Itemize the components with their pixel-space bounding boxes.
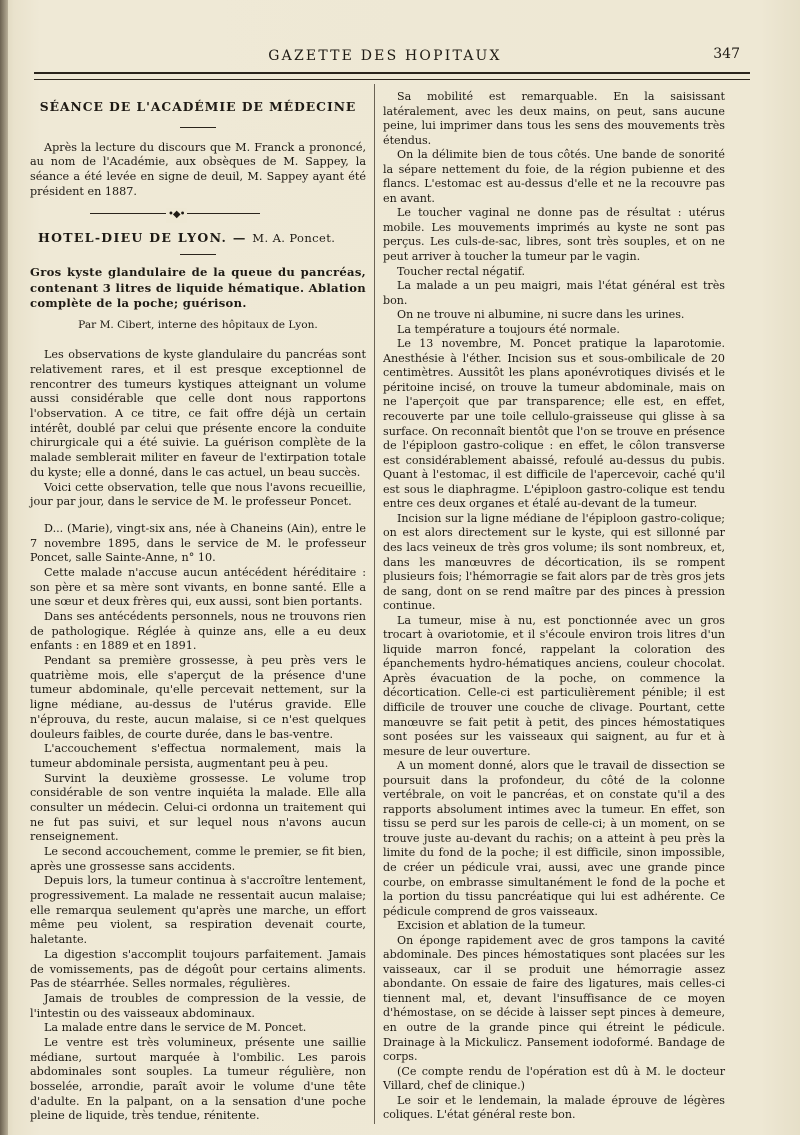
header-rule-thick (34, 72, 750, 74)
paragraph: Depuis lors, la tumeur continua à s'accroître lentement, progressivement. La malade ne ressentait aucun malaise; elle remarqua seulement qu'après une marche, un effort même peu violent, sa respiration devenait courte, haletante. (30, 874, 366, 947)
paragraph: La tumeur, mise à nu, est ponctionnée avec un gros trocart à ovariotomie, et il s'écoule environ trois litres d'un liquide marron foncé, rappelant la coloration des épanchements hydro-hématiques anciens, couleur chocolat. Après évacuation de la poche, on commence la décortication. Celle-ci est particulièrement pénible; il est difficile de trouver une couche de clivage. Pourtant, cette manœuvre se fait petit à petit, des pinces hémostatiques sont posées sur les vaisseaux qui saignent, au fur et à mesure de leur ouverture. (383, 613, 725, 758)
left-column (30, 92, 366, 1124)
paragraph: Le ventre est très volumineux, présente une saillie médiane, surtout marquée à l'ombilic. Les parois abdominales sont souples. La tumeur régulière, non bosselée, arrondie, paraît avoir le volume d'une tête d'adulte. En la palpant, on a la sensation d'une poche pleine de liquide, très tendue, rénitente. (30, 1035, 366, 1123)
paragraph: Le second accouchement, comme le premier, se fit bien, après une grossesse sans accidents. (30, 845, 366, 873)
paragraph: L'accouchement s'effectua normalement, mais la tumeur abdominale persista, augmentant peu à peu. (30, 742, 366, 770)
short-rule (180, 127, 216, 128)
paragraph: A un moment donné, alors que le travail de dissection se poursuit dans la profondeur, du côté de la colonne vertébrale, on voit le pancréas, et on constate qu'il a des rapports absolument intimes avec la tumeur. En effet, son tissu se perd sur les parois de celle-ci; à un moment, on se trouve juste au-devant du rachis; on a atteint à peu près la limite du fond de la poche; il est difficile, sinon impossible, de créer un pédicule vrai, aussi, avec une grande pince courbe, on embrasse simultanément le fond de la poche et la portion du tissu pancréatique qui lui est adhérente. Ce pédicule comprend de gros vaisseaux. (383, 759, 725, 918)
paragraph: La température a toujours été normale. (397, 322, 620, 336)
paragraph: (Ce compte rendu de l'opération est dû à M. le docteur Villard, chef de clinique.) (383, 1064, 725, 1093)
paragraph: On éponge rapidement avec de gros tampons la cavité abdominale. Des pinces hémostatiques sont placées sur les vaisseaux, car il se produit une hémorragie assez abondante. On essaie de faire des ligatures, mais celles-ci tiennent mal, et, devant l'insuffisance de ce moyen d'hémostase, on se décide à laisser sept pinces à demeure, en outre de la grande pince qui étreint le pédicule. Drainage à la Mickulicz. Pansement iodoformé. Bandage de corps. (383, 933, 725, 1064)
paragraph: On ne trouve ni albumine, ni sucre dans les urines. (397, 308, 685, 322)
page-binding-edge (0, 0, 8, 1135)
article-byline: Par M. Cibert, interne des hôpitaux de Lyon. (78, 318, 318, 331)
paragraph: Incision sur la ligne médiane de l'épiploon gastro-colique; on est alors directement sur le kyste, qui est sillonné par des lacs veineux de très gros volume; ils sont nombreux, et, dans les manœuvres de décortication, ils se rompent plusieurs fois; l'hémorragie se fait alors par de très gros jets de sang, dont on se rend maître par des pinces à pression continue. (383, 511, 725, 613)
paragraph: Survint la deuxième grossesse. Le volume trop considérable de son ventre inquiéta la malade. Elle alla consulter un médecin. Celui-ci ordonna un traitement qui ne fut pas suivi, et sur lequel nous n'avons aucun renseignement. (30, 771, 366, 844)
paragraph: Sa mobilité est remarquable. En la saisissant latéralement, avec les deux mains, on peut, sans aucune peine, lui imprimer dans tous les sens des mouvements très étendus. (383, 90, 725, 147)
paragraph: On la délimite bien de tous côtés. Une bande de sonorité la sépare nettement du foie, de la région pubienne et des flancs. L'estomac est au-dessus d'elle et ne la recouvre pas en avant. (383, 148, 725, 205)
paragraph: La malade entre dans le service de M. Poncet. (44, 1021, 307, 1035)
paragraph: Les observations de kyste glandulaire du pancréas sont relativement rares, et il est presque exceptionnel de rencontrer des tumeurs kystiques atteignant un volume aussi considérable que celle dont nous rapportons l'observation. A ce titre, ce fait offre déjà un certain intérêt, doublé par celui que présente encore la conduite chirurgicale qui a été suivie. La guérison complète de la malade semblerait militer en faveur de l'extirpation totale du kyste; elle a donné, dans le cas actuel, un beau succès. (30, 348, 366, 479)
header-rule-thin (34, 79, 750, 80)
paragraph: Le soir et le lendemain, la malade éprouve de légères coliques. L'état général reste bon. (383, 1093, 725, 1122)
column-separator (374, 84, 375, 1124)
running-header (40, 46, 740, 66)
right-column (383, 90, 725, 1123)
paragraph: La digestion s'accomplit toujours parfaitement. Jamais de vomissements, pas de dégoût pour certains aliments. Pas de stéarrhée. Selles normales, régulières. (30, 947, 366, 991)
paragraph: Jamais de troubles de compression de la vessie, de l'intestin ou des vaisseaux abdominaux. (30, 991, 366, 1020)
paragraph: Cette malade n'accuse aucun antécédent héréditaire : son père et sa mère sont vivants, en bonne santé. Elle a une sœur et deux frères qui, eux aussi, sont bien portants. (30, 565, 366, 609)
short-rule (180, 254, 216, 255)
journal-title: GAZETTE DES HOPITAUX (268, 48, 502, 64)
article-title: Gros kyste glandulaire de la queue du pancréas, contenant 3 litres de liquide hématique. Ablation complète de la poche; guérison. (30, 265, 366, 311)
paragraph: D... (Marie), vingt-six ans, née à Chaneins (Ain), entre le 7 novembre 1895, dans le service de M. le professeur Poncet, salle Sainte-Anne, n° 10. (30, 521, 366, 565)
paragraph: La malade a un peu maigri, mais l'état général est très bon. (383, 279, 725, 307)
hospital-heading (30, 231, 366, 246)
section-ornament (30, 209, 366, 221)
paragraph: Pendant sa première grossesse, à peu près vers le quatrième mois, elle s'aperçut de la présence d'une tumeur abdominale, qu'elle percevait nettement, sur la ligne médiane, au-dessus de l'utérus gravide. Elle n'éprouva, du reste, aucun malaise, si ce n'est quelques douleurs faibles, de courte durée, dans le bas-ventre. (30, 654, 366, 741)
section-title: SÉANCE DE L'ACADÉMIE DE MÉDECINE (39, 99, 357, 114)
spacer (30, 510, 366, 522)
paragraph: Toucher rectal négatif. (397, 264, 526, 278)
paragraph: Le toucher vaginal ne donne pas de résultat : utérus mobile. Les mouvements imprimés au kyste ne sont pas perçus. Les culs-de-sac, libres, sont très souples, et on ne peut arriver à toucher la tumeur par le vagin. (383, 206, 725, 264)
hospital-title: HOTEL-DIEU DE LYON. — (38, 230, 247, 246)
paragraph: Dans ses antécédents personnels, nous ne trouvons rien de pathologique. Réglée à quinze ans, elle a eu deux enfants : en 1889 et en 1891. (30, 610, 366, 653)
intro-paragraph: Après la lecture du discours que M. Franck a prononcé, au nom de l'Académie, aux obsèques de M. Sappey, la séance a été levée en signe de deuil, M. Sappey ayant été président en 1887. (30, 140, 366, 198)
paragraph: Le 13 novembre, M. Poncet pratique la laparotomie. Anesthésie à l'éther. Incision sus et sous-ombilicale de 20 centimètres. Aussitôt les plans aponévrotiques divisés et le péritoine incisé, on trouve la tumeur abdominale, mais on ne l'aperçoit que par transparence; elle est, en effet, recouverte par une toile cellulo-graisseuse qui glisse à sa surface. On reconnaît bientôt que l'on se trouve en présence de l'épiploon gastro-colique : en effet, le côlon transverse est considérablement abaissé, refoulé au-dessus du pubis. Quant à l'estomac, il est difficile de l'apercevoir, caché qu'il est sous le diaphragme. L'épiploon gastro-colique est tendu entre ces deux organes et étalé au-devant de la tumeur. (383, 337, 725, 511)
hospital-author: M. A. Poncet. (252, 231, 336, 246)
paragraph: Excision et ablation de la tumeur. (397, 919, 586, 933)
ornament-glyph: •◆• (166, 208, 187, 223)
page-number: 347 (713, 46, 740, 62)
paragraph: Voici cette observation, telle que nous l'avons recueillie, jour par jour, dans le service de M. le professeur Poncet. (30, 480, 366, 509)
